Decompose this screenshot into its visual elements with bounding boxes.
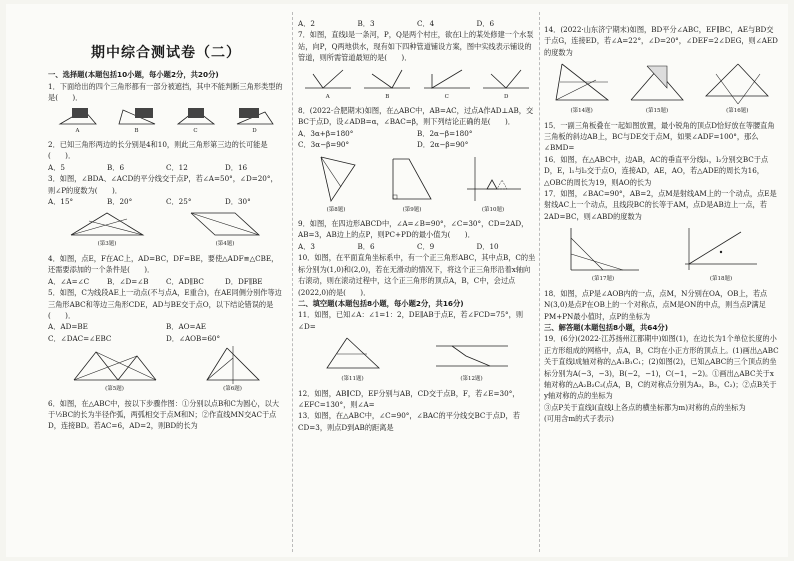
- q18-caption: (第18题): [709, 276, 733, 283]
- q9-options: [298, 241, 536, 252]
- question-7: 7．如图，直线l是一条河，P，Q是两个村庄，欲在l上的某处修建一个水泵站，向P，Q两地供水，现有如下四种管道铺设方案，图中实线表示铺设的管道，则所需管道最短的是( )．: [298, 30, 534, 63]
- question-19-part-3: ③点P关于直线l(直线l上各点的横坐标都为m)对称的点的坐标为: [544, 402, 746, 412]
- q14-q16-figures: [544, 60, 780, 117]
- section-heading: 三、解答题(本题包括8小题，共64分): [544, 322, 669, 332]
- q6-option-a: A．2: [298, 19, 315, 28]
- q6-options: [298, 18, 536, 29]
- q7-label-c: C: [444, 93, 449, 100]
- q3-options: [48, 196, 284, 207]
- q5-options-2: [48, 333, 284, 344]
- q2-option-c: C．12: [166, 162, 188, 172]
- q8-options: [298, 128, 536, 139]
- q8-q10-figures: [298, 153, 536, 216]
- q5-q6-figures: [48, 346, 284, 395]
- column-divider: [539, 12, 540, 552]
- column-divider: [292, 12, 293, 552]
- q15-caption: (第15题): [645, 108, 669, 115]
- question-12: 12．如图，AB∥CD，EF分别与AB，CD交于点B，F，若∠E=30°，∠EFC=130°，则∠A=: [298, 388, 520, 409]
- q10-caption: (第10题): [481, 206, 505, 213]
- q9-option-d: D．10: [476, 241, 499, 251]
- q6-option-c: C．4: [417, 19, 435, 28]
- question-16: 16．如图，在△ABC中，边AB，AC的垂直平分线l₁，l₂分别交BC于点D，E，l₁与l₂交于点O，连接AD，AE，AO，若△ADE的周长为16，△OBC的周长为19，则AO的长为: [544, 154, 769, 187]
- q5-option-b: B．AO=AE: [166, 322, 207, 332]
- q12-caption: (第12题): [460, 376, 483, 383]
- q2-option-b: B．6: [107, 162, 125, 172]
- question-6: 6．如图，在△ABC中，按以下步骤作图：①分别以点B和C为圆心，以大于½BC的长为半径作弧，两弧相交于点M和N；②作直线MN交AC于点D，连接BD。若AC=6，AD=2，则BD的长为: [48, 398, 280, 431]
- q3-option-c: C．25°: [166, 197, 192, 207]
- q8-option-a: A．3α+β=180°: [298, 128, 354, 138]
- q16-caption: (第16题): [726, 108, 749, 115]
- question-13: 13．如图，在△ABC中，∠C=90°，∠BAC的平分线交BC于点D，若CD=3，则点D到AB的距离是: [298, 411, 520, 432]
- q2-options: [48, 162, 284, 173]
- question-14: 14．(2022·山东济宁期末)如图，BD平分∠ABC，EF∥BC，AE与BD交于点G，连接ED，若∠A=22°，∠D=20°，∠DEF=2∠DEG，则∠AED的度数为: [544, 25, 778, 57]
- q6-option-b: B．3: [357, 19, 375, 28]
- q1-label-a: A: [75, 127, 80, 134]
- question-9: 9．如图，在四边形ABCD中，∠A=∠B=90°，∠C=30°，CD=2AD，AB=3，AB边上的点P，则PC+PD的最小值为( )．: [298, 219, 529, 240]
- q17-q18-figures: [544, 224, 780, 285]
- question-8: 8．(2022·合肥期末)如图，在△ABC中，AB=AC，过点A作AD⊥AB，交BC于点D，设∠ADB=α，∠BAC=β，则下列结论正确的是( )．: [298, 106, 534, 127]
- page: [6, 4, 788, 557]
- q11-q12-figures: [298, 334, 536, 385]
- q4-options: [48, 276, 284, 287]
- q4-option-d: D．DF∥BE: [225, 276, 263, 286]
- q9-option-a: A．3: [298, 241, 315, 251]
- q8-option-c: C．3α−β=90°: [298, 140, 350, 150]
- question-4: 4．如图，点E，F在AC上，AD=BC，DF=BE，要使△ADF≌△CBE，还需要添加的一个条件是( )．: [48, 253, 279, 275]
- question-18: 18．如图，点P是∠AOB内的一点，点M，N分别在OA，OB上，若点N(3,0)是点P在OB上的一个对称点，点M是ON的中点，则当点P满足PM+PN最小值时，点P的坐标为: [544, 288, 768, 321]
- q9-option-c: C．9: [417, 241, 435, 251]
- question-19: 19．(6分)(2022·江苏扬州江都期中)如图(1)，在边长为1个单位长度的小正方形组成的网格中，点A，B，C均在小正方形的顶点上。(1)画出△ABC关于直线l成轴对称的△A₁B₁C₁；(2)如图(2)，已知△ABC的三个顶点的坐标分别为A(−3，−3)，B(−2，−1)，C(−1，−2)。①画出△ABC关于x轴对称的△A₂B₂C₂(点A，B，C的对称点分别为A₂，B₂，C₂)；②点B关于y轴对称的点的坐标为: [544, 334, 779, 401]
- q5-caption: (第5题): [105, 386, 124, 393]
- q3-q4-figures: [48, 209, 284, 250]
- q5-option-d: D．∠AOB=60°: [166, 333, 221, 343]
- q2-option-a: A．5: [48, 162, 65, 172]
- q8-option-d: D．2α−β=90°: [417, 140, 469, 150]
- q1-label-d: D: [252, 127, 257, 134]
- question-5: 5．如图，C为线段AE上一动点(不与点A，E重合)，在AE同侧分别作等边三角形ABC和等边三角形CDE，AD与BE交于点O，以下结论错误的是( )．: [48, 288, 282, 320]
- q1-figure: [48, 106, 284, 137]
- section-heading: 二、填空题(本题包括8小题，每小题2分，共16分): [298, 298, 464, 308]
- column-1: [48, 4, 284, 557]
- question-11: 11．如图，已知∠A：∠1=1：2，DE∥AB于点E，若∠FCD=75°，则∠D=: [298, 310, 524, 331]
- q3-option-d: D．30°: [225, 197, 251, 207]
- q17-caption: (第17题): [591, 276, 615, 283]
- q7-label-a: A: [325, 93, 330, 100]
- column-3: [544, 4, 780, 557]
- q9-caption: (第9题): [402, 206, 422, 213]
- q5-option-c: C．∠DAC=∠EBC: [48, 333, 112, 343]
- q2-option-d: D．16: [225, 162, 248, 172]
- q5-option-a: A．AD=BE: [48, 322, 88, 332]
- q7-label-b: B: [385, 93, 390, 100]
- question-17: 17．如图，∠BAC=90°，AB=2，点M是射线AM上的一个动点，点E是射线AC上一个动点，且线段BC的长等于AM，点D是AB边上一点，若2AD=BC，则∠ABD的度数为: [544, 189, 777, 221]
- q7-figure: [298, 66, 536, 103]
- q4-caption: (第4题): [215, 241, 235, 248]
- q4-option-c: C．AD∥BC: [166, 276, 204, 286]
- q4-option-a: A．∠A=∠C: [48, 276, 90, 286]
- question-3: 3．如图，∠BDA、∠ACD的平分线交于点P，若∠A=50°，∠D=20°，则∠P的度数为( )．: [48, 174, 278, 195]
- question-15: 15．一副三角板叠在一起如图放置，最小锐角的顶点D恰好放在等腰直角三角板的斜边AB上，BC与DE交于点M，如果∠ADF=100°，那么∠BMD=: [544, 120, 775, 153]
- q5-options: [48, 321, 284, 332]
- page-title: 期中综合测试卷（二）: [91, 45, 241, 61]
- q9-option-b: B．6: [357, 241, 375, 251]
- question-2: 2．已知三角形两边的长分别是4和10，则此三角形第三边的长可能是( )．: [48, 140, 268, 161]
- q3-option-a: A．15°: [48, 197, 74, 207]
- q11-caption: (第11题): [341, 376, 364, 383]
- q4-option-b: B．∠D=∠B: [107, 276, 149, 286]
- q1-label-c: C: [193, 127, 198, 134]
- question-1: 1．下面给出的四个三角形都有一部分被遮挡，其中不能判断三角形类型的是( )．: [48, 81, 283, 103]
- q14-caption: (第14题): [570, 108, 593, 115]
- q8-option-b: B．2α−β=180°: [417, 128, 473, 138]
- q3-option-b: B．20°: [107, 197, 133, 207]
- q3-caption: (第3题): [97, 241, 117, 248]
- q8-caption: (第8题): [326, 206, 346, 213]
- q8-options-2: [298, 139, 536, 150]
- q6-option-d: D．6: [476, 19, 495, 28]
- column-2: [298, 4, 536, 557]
- section-heading: 一、选择题(本题包括10小题，每小题2分，共20分): [48, 70, 219, 80]
- q6-caption: (第6题): [223, 386, 242, 393]
- question-10: 10．如图，在平面直角坐标系中，有一个正三角形ABC，其中点B，C的坐标分别为(1,0)和(2,0)，若在无滑动的情况下，将这个正三角形沿着x轴向右滚动，则在滚动过程中，这个正三角形的顶点A，B，C中，会过点(2022,0)的是( )．: [298, 253, 536, 297]
- question-19-note: (可用含m的式子表示): [544, 414, 614, 424]
- q7-label-d: D: [504, 93, 509, 100]
- q1-label-b: B: [134, 127, 139, 134]
